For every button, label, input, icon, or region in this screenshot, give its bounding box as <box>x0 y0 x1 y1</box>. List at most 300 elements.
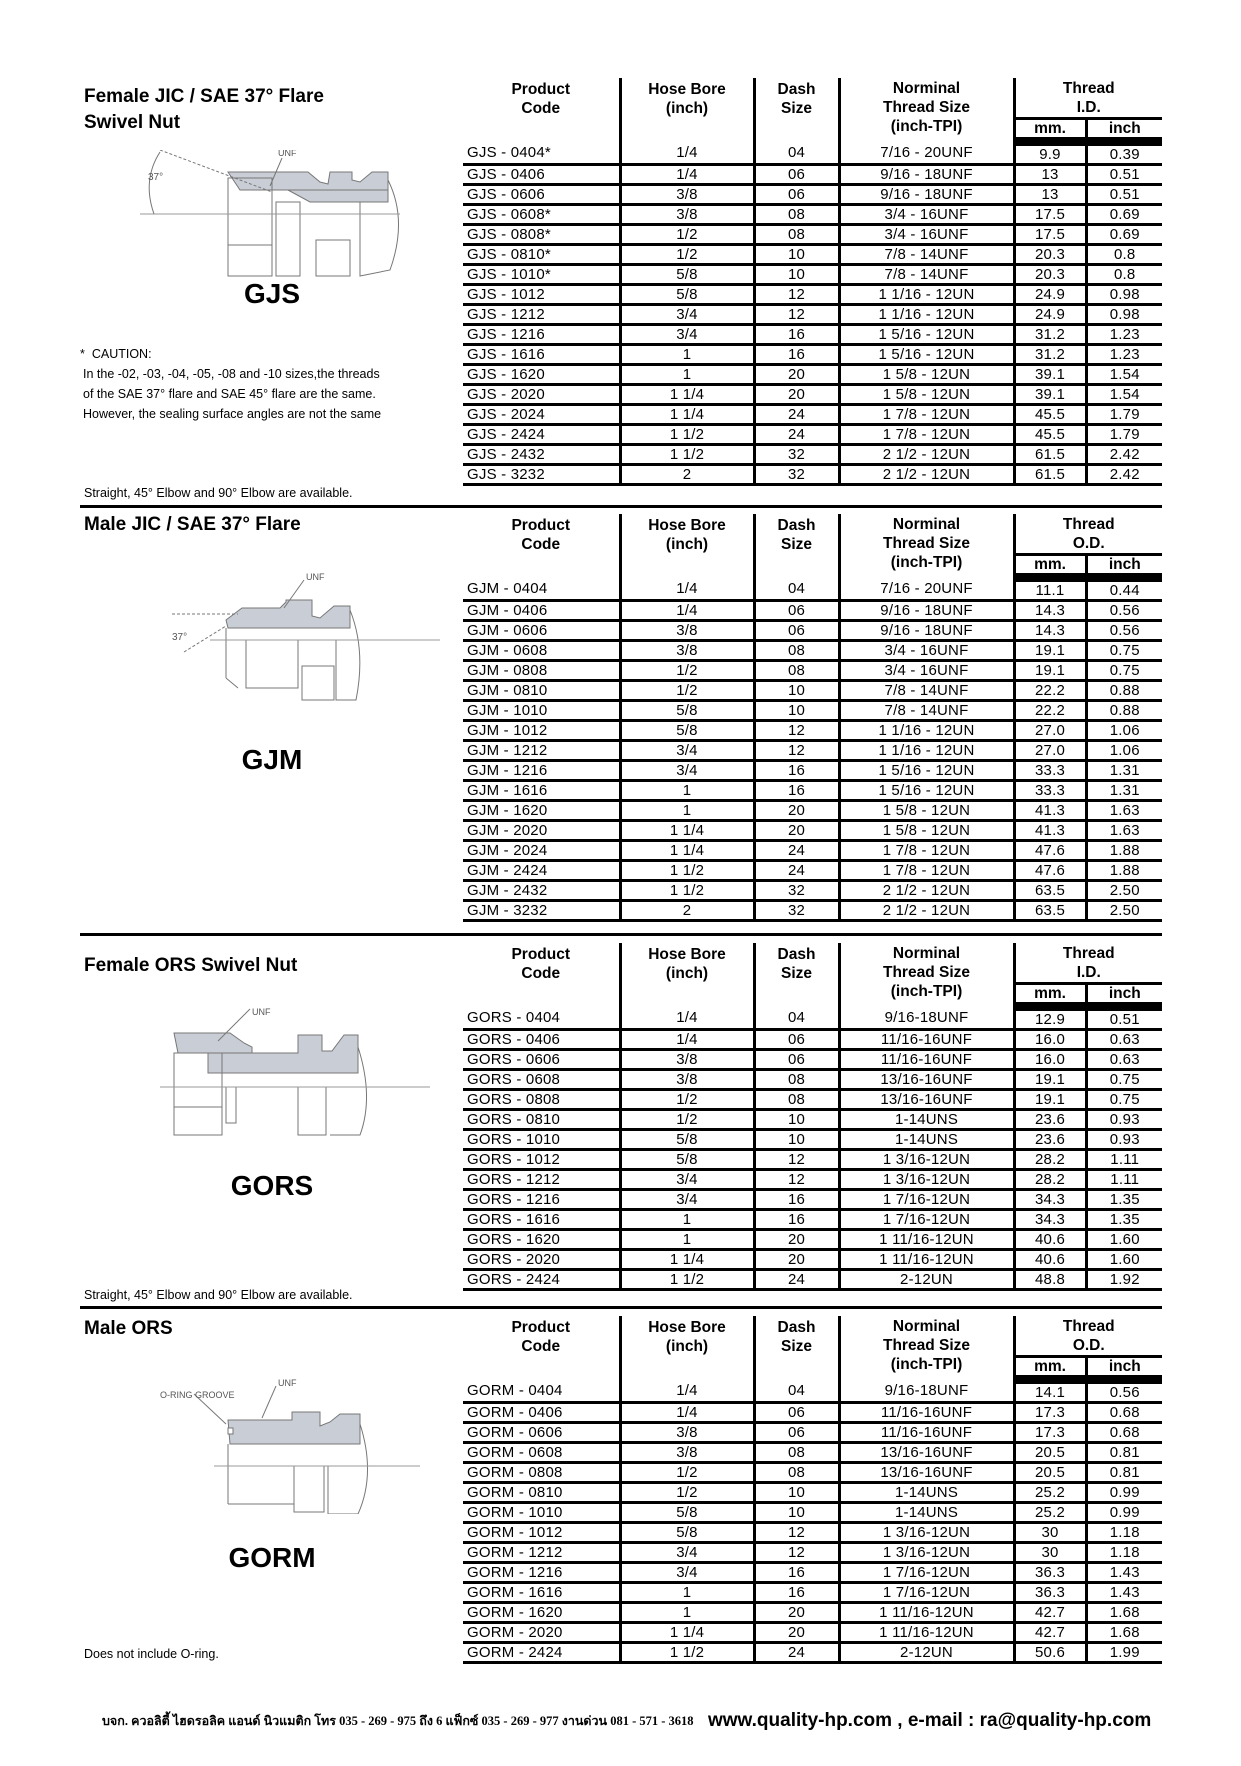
dash-size-cell: 20 <box>754 801 839 821</box>
spec-table-gjs <box>463 78 1162 486</box>
thread-size-cell: 7/8 - 14UNF <box>839 681 1014 701</box>
table-row <box>463 1090 1162 1110</box>
product-code-cell: GORM - 2020 <box>463 1623 620 1643</box>
thread-inch-cell: 2.50 <box>1086 901 1162 921</box>
thread-mm-cell: 19.1 <box>1014 1090 1086 1110</box>
table-row <box>463 1543 1162 1563</box>
hose-bore-cell: 3/8 <box>620 621 754 641</box>
thread-inch-cell: 0.81 <box>1086 1443 1162 1463</box>
dash-size-cell: 06 <box>754 621 839 641</box>
hose-bore-cell: 1/2 <box>620 225 754 245</box>
table-row <box>463 305 1162 325</box>
table-row <box>463 205 1162 225</box>
thread-mm-cell: 20.5 <box>1014 1463 1086 1483</box>
dash-size-cell: 08 <box>754 1463 839 1483</box>
dash-size-cell: 24 <box>754 841 839 861</box>
title-line-1: Female ORS Swivel Nut <box>84 955 298 976</box>
dash-size-cell: 04 <box>754 142 839 165</box>
hose-bore-cell: 1/4 <box>620 1403 754 1423</box>
thread-mm-cell: 39.1 <box>1014 365 1086 385</box>
thread-inch-cell: 1.43 <box>1086 1583 1162 1603</box>
thread-inch-cell: 0.56 <box>1086 601 1162 621</box>
product-code-cell: GJM - 1212 <box>463 741 620 761</box>
dash-size-cell: 10 <box>754 681 839 701</box>
hose-bore-cell: 1 <box>620 365 754 385</box>
gjs-fitting-drawing-icon <box>140 150 460 290</box>
thread-size-cell: 2 1/2 - 12UN <box>839 881 1014 901</box>
product-code-cell: GORM - 1620 <box>463 1603 620 1623</box>
thread-mm-cell: 17.5 <box>1014 225 1086 245</box>
dash-size-cell: 20 <box>754 821 839 841</box>
availability-note: Straight, 45° Elbow and 90° Elbow are available. <box>84 486 353 500</box>
table-row <box>463 861 1162 881</box>
thread-inch-cell: 0.68 <box>1086 1403 1162 1423</box>
thread-inch-cell: 1.79 <box>1086 425 1162 445</box>
thread-inch-cell: 0.93 <box>1086 1130 1162 1150</box>
header-inch: inch <box>1086 119 1162 142</box>
dash-size-cell: 12 <box>754 1150 839 1170</box>
dash-size-cell: 10 <box>754 701 839 721</box>
thread-size-cell: 1 7/8 - 12UN <box>839 861 1014 881</box>
dash-size-cell: 16 <box>754 325 839 345</box>
header-thread-size: Norminal Thread Size (inch-TPI) <box>839 514 1014 578</box>
header-thread-size: Norminal Thread Size (inch-TPI) <box>839 1316 1014 1380</box>
table-row <box>463 821 1162 841</box>
thread-size-cell: 9/16 - 18UNF <box>839 185 1014 205</box>
product-code-cell: GJS - 2432 <box>463 445 620 465</box>
dash-size-cell: 24 <box>754 861 839 881</box>
product-code-cell: GJS - 2424 <box>463 425 620 445</box>
thread-size-cell: 9/16-18UNF <box>839 1007 1014 1030</box>
thread-size-cell: 1 11/16-12UN <box>839 1603 1014 1623</box>
website-email[interactable]: www.quality-hp.com , e-mail : ra@quality-hp.com <box>708 1710 1152 1731</box>
thread-size-cell: 1 1/16 - 12UN <box>839 741 1014 761</box>
table-row <box>463 365 1162 385</box>
svg-text:37°: 37° <box>148 172 164 183</box>
product-code-cell: GJM - 0608 <box>463 641 620 661</box>
thread-size-cell: 9/16 - 18UNF <box>839 165 1014 185</box>
thread-inch-cell: 0.88 <box>1086 701 1162 721</box>
thread-mm-cell: 14.3 <box>1014 621 1086 641</box>
dash-size-cell: 32 <box>754 881 839 901</box>
thread-size-cell: 1 11/16-12UN <box>839 1623 1014 1643</box>
thread-size-cell: 1 5/8 - 12UN <box>839 821 1014 841</box>
spec-table-gorm <box>463 1316 1162 1664</box>
thread-size-cell: 1 3/16-12UN <box>839 1543 1014 1563</box>
thread-size-cell: 1 5/8 - 12UN <box>839 801 1014 821</box>
thread-mm-cell: 19.1 <box>1014 661 1086 681</box>
hose-bore-cell: 1 1/4 <box>620 841 754 861</box>
thread-inch-cell: 1.68 <box>1086 1623 1162 1643</box>
product-code-cell: GORM - 2424 <box>463 1643 620 1663</box>
thread-mm-cell: 30 <box>1014 1543 1086 1563</box>
caution-line: In the -02, -03, -04, -05, -08 and -10 sizes,the threads <box>83 367 380 381</box>
product-code-cell: GJS - 1616 <box>463 345 620 365</box>
dash-size-cell: 04 <box>754 578 839 601</box>
thread-inch-cell: 1.63 <box>1086 801 1162 821</box>
table-row <box>463 641 1162 661</box>
product-code-cell: GORS - 2424 <box>463 1270 620 1290</box>
header-hose-bore: Hose Bore (inch) <box>620 78 754 142</box>
hose-bore-cell: 5/8 <box>620 265 754 285</box>
table-row <box>463 1380 1162 1403</box>
hose-bore-cell: 3/4 <box>620 305 754 325</box>
thread-size-cell: 1 7/8 - 12UN <box>839 405 1014 425</box>
thread-mm-cell: 31.2 <box>1014 345 1086 365</box>
dash-size-cell: 20 <box>754 1603 839 1623</box>
product-code-label: GJM <box>241 744 303 775</box>
dash-size-cell: 04 <box>754 1380 839 1403</box>
product-code-cell: GJM - 1010 <box>463 701 620 721</box>
thread-size-cell: 1-14UNS <box>839 1503 1014 1523</box>
table-row <box>463 1270 1162 1290</box>
product-code-cell: GJM - 0404 <box>463 578 620 601</box>
hose-bore-cell: 5/8 <box>620 721 754 741</box>
product-code-cell: GORM - 1212 <box>463 1543 620 1563</box>
dash-size-cell: 12 <box>754 285 839 305</box>
thread-inch-cell: 0.56 <box>1086 1380 1162 1403</box>
thread-inch-cell: 1.35 <box>1086 1190 1162 1210</box>
header-thread-size: Norminal Thread Size (inch-TPI) <box>839 943 1014 1007</box>
header-dash-size: Dash Size <box>754 78 839 142</box>
hose-bore-cell: 3/8 <box>620 1050 754 1070</box>
product-code-cell: GORM - 1216 <box>463 1563 620 1583</box>
hose-bore-cell: 3/8 <box>620 185 754 205</box>
product-code-cell: GJM - 2024 <box>463 841 620 861</box>
product-code-cell: GJM - 1620 <box>463 801 620 821</box>
header-mm: mm. <box>1014 984 1086 1007</box>
product-code-cell: GORS - 0606 <box>463 1050 620 1070</box>
product-code-cell: GJS - 3232 <box>463 465 620 485</box>
thread-mm-cell: 17.3 <box>1014 1403 1086 1423</box>
thread-mm-cell: 25.2 <box>1014 1483 1086 1503</box>
caution-line: However, the sealing surface angles are not the same <box>83 407 382 421</box>
thread-mm-cell: 14.1 <box>1014 1380 1086 1403</box>
dash-size-cell: 32 <box>754 465 839 485</box>
table-row <box>463 1230 1162 1250</box>
thread-inch-cell: 1.88 <box>1086 861 1162 881</box>
caution-heading: CAUTION: <box>91 347 152 361</box>
hose-bore-cell: 1/2 <box>620 245 754 265</box>
product-code-cell: GJS - 0808* <box>463 225 620 245</box>
product-code-cell: GORS - 1620 <box>463 1230 620 1250</box>
thread-mm-cell: 63.5 <box>1014 901 1086 921</box>
thread-mm-cell: 20.3 <box>1014 245 1086 265</box>
header-mm: mm. <box>1014 119 1086 142</box>
thread-mm-cell: 17.5 <box>1014 205 1086 225</box>
thread-inch-cell: 1.60 <box>1086 1230 1162 1250</box>
thread-mm-cell: 40.6 <box>1014 1250 1086 1270</box>
thread-mm-cell: 23.6 <box>1014 1110 1086 1130</box>
dash-size-cell: 20 <box>754 1623 839 1643</box>
gjm-fitting-drawing-icon <box>150 570 450 710</box>
hose-bore-cell: 1 <box>620 345 754 365</box>
thread-size-cell: 1-14UNS <box>839 1110 1014 1130</box>
hose-bore-cell: 1 1/2 <box>620 1643 754 1663</box>
dash-size-cell: 12 <box>754 1543 839 1563</box>
hose-bore-cell: 3/4 <box>620 761 754 781</box>
product-code-cell: GJS - 1010* <box>463 265 620 285</box>
table-row <box>463 1110 1162 1130</box>
thread-inch-cell: 0.56 <box>1086 621 1162 641</box>
thread-inch-cell: 1.23 <box>1086 345 1162 365</box>
product-code-cell: GORS - 1216 <box>463 1190 620 1210</box>
table-row <box>463 621 1162 641</box>
product-code-cell: GORM - 0404 <box>463 1380 620 1403</box>
thread-mm-cell: 36.3 <box>1014 1583 1086 1603</box>
svg-text:UNF: UNF <box>278 150 297 158</box>
hose-bore-cell: 1/4 <box>620 1007 754 1030</box>
dash-size-cell: 20 <box>754 365 839 385</box>
product-code-cell: GORS - 0608 <box>463 1070 620 1090</box>
thread-mm-cell: 47.6 <box>1014 841 1086 861</box>
table-row <box>463 881 1162 901</box>
hose-bore-cell: 1 <box>620 1583 754 1603</box>
table-row <box>463 901 1162 921</box>
thread-size-cell: 2-12UN <box>839 1270 1014 1290</box>
thread-mm-cell: 23.6 <box>1014 1130 1086 1150</box>
thread-mm-cell: 13 <box>1014 185 1086 205</box>
thread-inch-cell: 1.18 <box>1086 1523 1162 1543</box>
product-code-cell: GJS - 0810* <box>463 245 620 265</box>
dash-size-cell: 08 <box>754 1090 839 1110</box>
o-ring-note: Does not include O-ring. <box>84 1647 219 1661</box>
thread-inch-cell: 1.92 <box>1086 1270 1162 1290</box>
table-row <box>463 801 1162 821</box>
product-code-cell: GORM - 0808 <box>463 1463 620 1483</box>
thread-mm-cell: 24.9 <box>1014 305 1086 325</box>
header-dash-size: Dash Size <box>754 1316 839 1380</box>
thread-mm-cell: 16.0 <box>1014 1050 1086 1070</box>
thread-inch-cell: 0.8 <box>1086 265 1162 285</box>
thread-size-cell: 1 5/16 - 12UN <box>839 781 1014 801</box>
thread-mm-cell: 36.3 <box>1014 1563 1086 1583</box>
header-thread-diameter: Thread O.D. <box>1014 1316 1162 1357</box>
product-code-cell: GJM - 0808 <box>463 661 620 681</box>
thread-size-cell: 1 5/8 - 12UN <box>839 365 1014 385</box>
dash-size-cell: 24 <box>754 405 839 425</box>
thread-size-cell: 7/16 - 20UNF <box>839 578 1014 601</box>
thread-size-cell: 1 5/16 - 12UN <box>839 325 1014 345</box>
dash-size-cell: 12 <box>754 305 839 325</box>
thread-inch-cell: 0.8 <box>1086 245 1162 265</box>
dash-size-cell: 20 <box>754 385 839 405</box>
table-row <box>463 578 1162 601</box>
hose-bore-cell: 5/8 <box>620 701 754 721</box>
product-code-cell: GJS - 2020 <box>463 385 620 405</box>
thread-inch-cell: 0.63 <box>1086 1050 1162 1070</box>
thread-size-cell: 2-12UN <box>839 1643 1014 1663</box>
thread-size-cell: 3/4 - 16UNF <box>839 225 1014 245</box>
table-row <box>463 345 1162 365</box>
thread-mm-cell: 47.6 <box>1014 861 1086 881</box>
thread-mm-cell: 34.3 <box>1014 1190 1086 1210</box>
thread-inch-cell: 0.93 <box>1086 1110 1162 1130</box>
thread-size-cell: 7/8 - 14UNF <box>839 265 1014 285</box>
svg-text:O-RING GROOVE: O-RING GROOVE <box>160 1390 235 1400</box>
section-title <box>84 953 297 979</box>
product-code-cell: GJS - 1620 <box>463 365 620 385</box>
thread-inch-cell: 0.75 <box>1086 661 1162 681</box>
thread-inch-cell: 2.50 <box>1086 881 1162 901</box>
thread-size-cell: 13/16-16UNF <box>839 1463 1014 1483</box>
thread-inch-cell: 0.75 <box>1086 1090 1162 1110</box>
product-code-cell: GJM - 1012 <box>463 721 620 741</box>
dash-size-cell: 06 <box>754 1403 839 1423</box>
thread-inch-cell: 1.63 <box>1086 821 1162 841</box>
hose-bore-cell: 1 <box>620 1603 754 1623</box>
thread-size-cell: 7/8 - 14UNF <box>839 701 1014 721</box>
svg-text:UNF: UNF <box>252 1007 271 1017</box>
product-code-cell: GJM - 2424 <box>463 861 620 881</box>
hose-bore-cell: 1/4 <box>620 165 754 185</box>
thread-size-cell: 3/4 - 16UNF <box>839 205 1014 225</box>
dash-size-cell: 16 <box>754 781 839 801</box>
dash-size-cell: 12 <box>754 741 839 761</box>
hose-bore-cell: 5/8 <box>620 1130 754 1150</box>
dash-size-cell: 10 <box>754 1130 839 1150</box>
hose-bore-cell: 1 1/2 <box>620 1270 754 1290</box>
thread-size-cell: 1 11/16-12UN <box>839 1250 1014 1270</box>
section-title <box>84 512 301 538</box>
gors-fitting-drawing-icon <box>160 1007 440 1147</box>
svg-text:UNF: UNF <box>278 1378 297 1388</box>
hose-bore-cell: 3/4 <box>620 741 754 761</box>
dash-size-cell: 10 <box>754 265 839 285</box>
thread-mm-cell: 27.0 <box>1014 741 1086 761</box>
hose-bore-cell: 1/2 <box>620 661 754 681</box>
thread-size-cell: 1 3/16-12UN <box>839 1523 1014 1543</box>
thread-size-cell: 11/16-16UNF <box>839 1403 1014 1423</box>
thread-inch-cell: 0.81 <box>1086 1463 1162 1483</box>
thread-mm-cell: 63.5 <box>1014 881 1086 901</box>
table-row <box>463 1503 1162 1523</box>
thread-inch-cell: 1.06 <box>1086 741 1162 761</box>
thread-size-cell: 1 5/16 - 12UN <box>839 345 1014 365</box>
table-row <box>463 681 1162 701</box>
thread-mm-cell: 42.7 <box>1014 1623 1086 1643</box>
thread-inch-cell: 0.51 <box>1086 1007 1162 1030</box>
thread-mm-cell: 40.6 <box>1014 1230 1086 1250</box>
hose-bore-cell: 1 <box>620 781 754 801</box>
dash-size-cell: 06 <box>754 1030 839 1050</box>
product-code-cell: GORS - 1010 <box>463 1130 620 1150</box>
table-row <box>463 1523 1162 1543</box>
product-code-cell: GJM - 1616 <box>463 781 620 801</box>
caution-note <box>80 344 381 424</box>
hose-bore-cell: 3/4 <box>620 1563 754 1583</box>
hose-bore-cell: 1/2 <box>620 1483 754 1503</box>
thread-mm-cell: 61.5 <box>1014 465 1086 485</box>
thread-mm-cell: 50.6 <box>1014 1643 1086 1663</box>
thread-inch-cell: 0.98 <box>1086 285 1162 305</box>
section-gorm <box>80 1308 1162 1678</box>
thread-mm-cell: 17.3 <box>1014 1423 1086 1443</box>
thread-size-cell: 13/16-16UNF <box>839 1070 1014 1090</box>
dash-size-cell: 32 <box>754 445 839 465</box>
dash-size-cell: 16 <box>754 345 839 365</box>
dash-size-cell: 08 <box>754 205 839 225</box>
spec-table-gjm <box>463 514 1162 922</box>
hose-bore-cell: 1/4 <box>620 142 754 165</box>
thread-inch-cell: 2.42 <box>1086 465 1162 485</box>
dash-size-cell: 16 <box>754 1583 839 1603</box>
thread-size-cell: 1 7/16-12UN <box>839 1583 1014 1603</box>
product-code-label: GORS <box>230 1170 314 1201</box>
company-contact: บจก. ควอลิตี้ ไฮดรอลิค แอนด์ นิวแมติก โทร 035 - 269 - 975 ถึง 6 แฟ็กซ์ 035 - 269 - 977 งานด่วน 081 - 571 - 3618 <box>102 1714 694 1728</box>
dash-size-cell: 06 <box>754 165 839 185</box>
thread-inch-cell: 0.69 <box>1086 225 1162 245</box>
table-row <box>463 741 1162 761</box>
thread-size-cell: 2 1/2 - 12UN <box>839 445 1014 465</box>
table-row <box>463 1070 1162 1090</box>
hose-bore-cell: 2 <box>620 901 754 921</box>
product-code-cell: GJM - 2432 <box>463 881 620 901</box>
table-row <box>463 405 1162 425</box>
thread-mm-cell: 39.1 <box>1014 385 1086 405</box>
thread-inch-cell: 0.98 <box>1086 305 1162 325</box>
hose-bore-cell: 3/8 <box>620 641 754 661</box>
hose-bore-cell: 1 1/2 <box>620 861 754 881</box>
table-row <box>463 761 1162 781</box>
thread-size-cell: 1 1/16 - 12UN <box>839 305 1014 325</box>
thread-size-cell: 1 1/16 - 12UN <box>839 285 1014 305</box>
product-code-cell: GORS - 2020 <box>463 1250 620 1270</box>
header-thread-diameter: Thread I.D. <box>1014 78 1162 119</box>
thread-size-cell: 3/4 - 16UNF <box>839 641 1014 661</box>
hose-bore-cell: 1/2 <box>620 1090 754 1110</box>
thread-mm-cell: 45.5 <box>1014 405 1086 425</box>
hose-bore-cell: 1/4 <box>620 1030 754 1050</box>
title-line-1: Male JIC / SAE 37° Flare <box>84 514 301 535</box>
thread-size-cell: 9/16 - 18UNF <box>839 601 1014 621</box>
dash-size-cell: 10 <box>754 1483 839 1503</box>
hose-bore-cell: 1 1/4 <box>620 1250 754 1270</box>
thread-size-cell: 1 7/8 - 12UN <box>839 841 1014 861</box>
thread-inch-cell: 0.69 <box>1086 205 1162 225</box>
product-code-cell: GJS - 0606 <box>463 185 620 205</box>
product-code-cell: GJS - 1212 <box>463 305 620 325</box>
thread-mm-cell: 45.5 <box>1014 425 1086 445</box>
table-row <box>463 1150 1162 1170</box>
table-row <box>463 1443 1162 1463</box>
dash-size-cell: 24 <box>754 1270 839 1290</box>
table-row <box>463 1130 1162 1150</box>
thread-size-cell: 9/16-18UNF <box>839 1380 1014 1403</box>
section-gjm <box>80 508 1162 938</box>
thread-mm-cell: 19.1 <box>1014 641 1086 661</box>
table-row <box>463 721 1162 741</box>
hose-bore-cell: 1 1/4 <box>620 1623 754 1643</box>
thread-inch-cell: 1.79 <box>1086 405 1162 425</box>
hose-bore-cell: 1/2 <box>620 1463 754 1483</box>
table-row <box>463 781 1162 801</box>
thread-inch-cell: 1.06 <box>1086 721 1162 741</box>
dash-size-cell: 20 <box>754 1250 839 1270</box>
product-code-cell: GORM - 0608 <box>463 1443 620 1463</box>
thread-inch-cell: 1.60 <box>1086 1250 1162 1270</box>
dash-size-cell: 06 <box>754 601 839 621</box>
product-code-cell: GJM - 1216 <box>463 761 620 781</box>
table-row <box>463 445 1162 465</box>
thread-mm-cell: 41.3 <box>1014 801 1086 821</box>
thread-size-cell: 1-14UNS <box>839 1130 1014 1150</box>
table-row <box>463 285 1162 305</box>
header-hose-bore: Hose Bore (inch) <box>620 1316 754 1380</box>
thread-mm-cell: 28.2 <box>1014 1150 1086 1170</box>
thread-size-cell: 11/16-16UNF <box>839 1050 1014 1070</box>
thread-inch-cell: 0.44 <box>1086 578 1162 601</box>
